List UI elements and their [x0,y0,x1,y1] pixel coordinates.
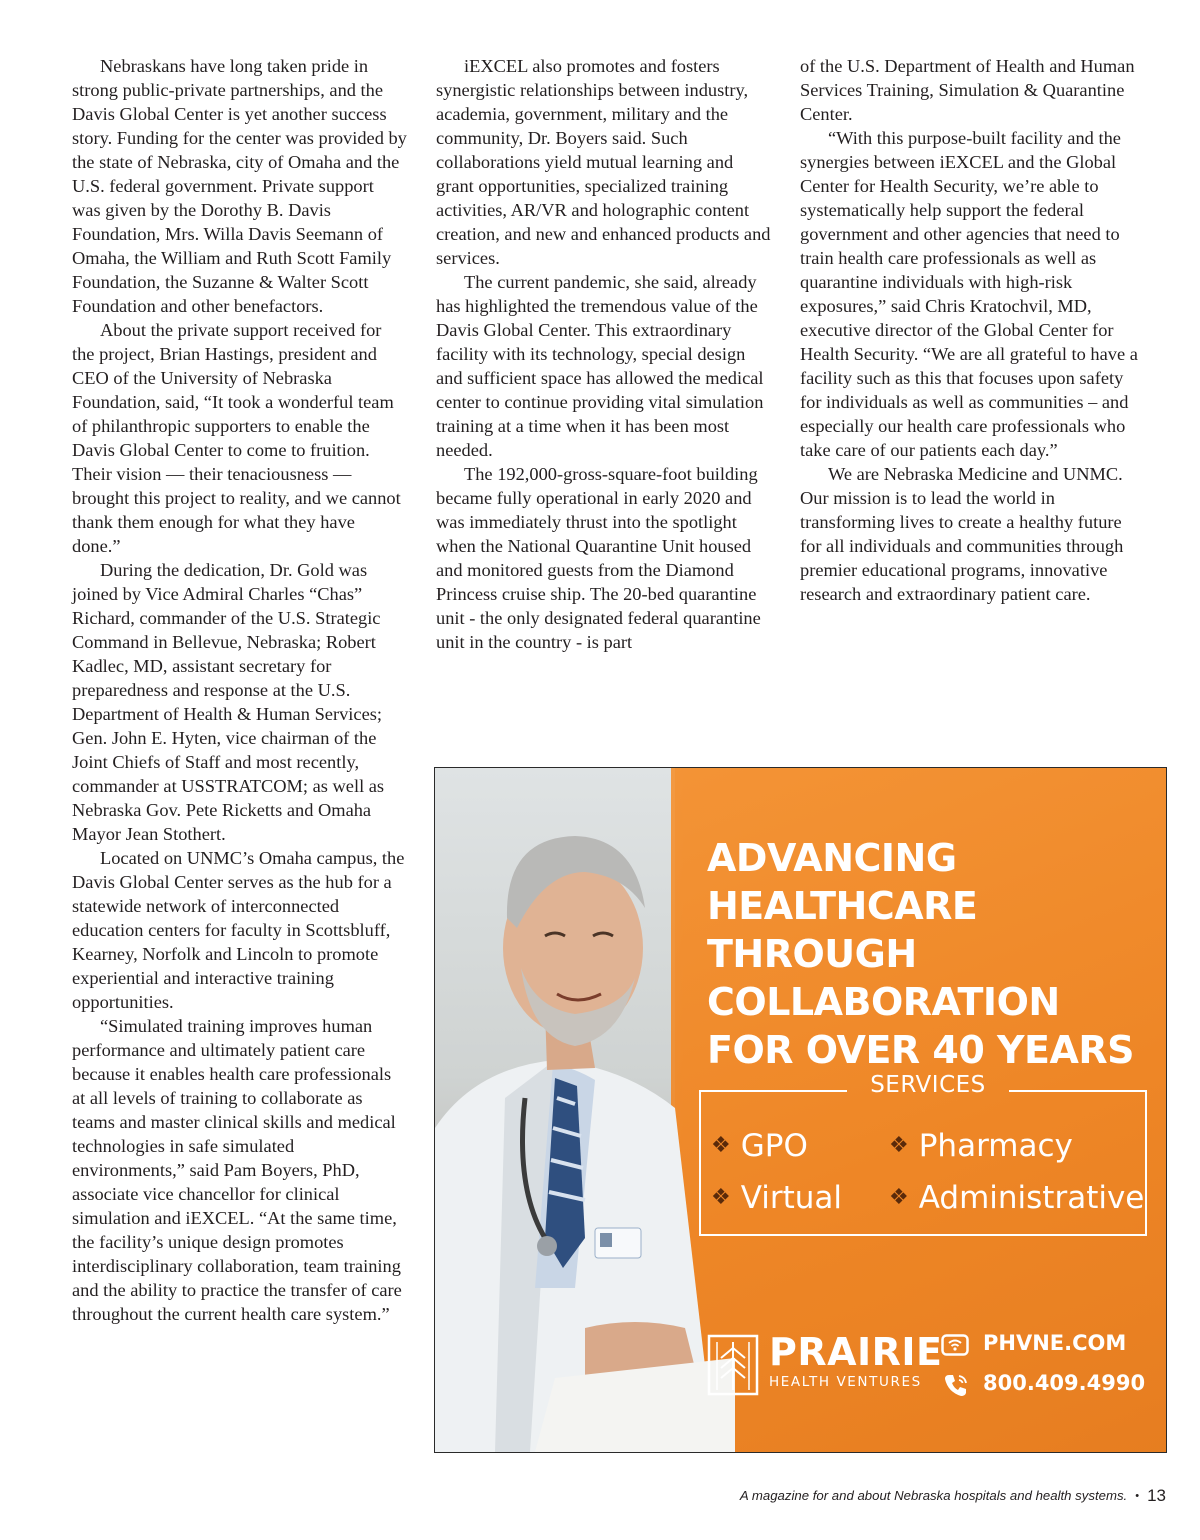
service-label: Administrative [918,1180,1145,1216]
service-label: GPO [740,1128,808,1164]
service-item [889,1180,1144,1216]
phone-number[interactable]: 800.409.4990 [983,1371,1146,1395]
article-paragraph: Nebraskans have long taken pride in strong public-private partnerships, and the Davis Global Center is yet another success story. Funding for the center was provided by the state of Nebraska, city of Omaha and the U.S. federal government. Private support was given by the Dorothy B. Davis Foundation, Mrs. Willa Davis Seemann of Omaha, the William and Ruth Scott Family Foundation, the Suzanne & Walter Scott Foundation and other benefactors. [72,56,407,316]
service-label: Pharmacy [918,1128,1073,1164]
web-icon [941,1334,969,1356]
article-paragraph: “With this purpose-built facility and the synergies between iEXCEL and the Global Center for Health Security, we’re able to systematically help support the federal government and other agencies that need to train health care professionals as well as quarantine individuals with high-risk exposures,” said Chris Kratochvil, MD, executive director of the Global Center for Health Security. “We are all grateful to have a facility such as this that focuses upon safety for individuals as well as communities – and especially our health care professionals who take care of our patients each day.” [800,128,1138,460]
article-paragraph: The 192,000-gross-square-foot building became fully operational in early 2020 and was immediately thrust into the spotlight when the National Quarantine Unit housed and monitored guests from the Diamond Princess cruise ship. The 20-bed quarantine unit - the only designated federal quarantine unit in the country - is part [436,464,761,652]
prairie-logo-icon [707,1334,759,1396]
services-box-top-rule [1009,1090,1147,1092]
brand-subtitle: HEALTH VENTURES [769,1374,922,1390]
footer-bullet: • [1135,1490,1140,1502]
diamond-bullet-icon: ❖ [889,1185,909,1210]
article-paragraph: We are Nebraska Medicine and UNMC. Our mission is to lead the world in transforming lives to create a healthy future for all individuals and communities through premier educational programs, innovative research and extraordinary patient care. [800,464,1124,604]
service-item [711,1180,842,1216]
service-item [889,1128,1073,1164]
article-column-1 [72,54,407,1326]
service-label: Virtual [740,1180,843,1216]
diamond-bullet-icon: ❖ [711,1133,731,1158]
article-paragraph: “Simulated training improves human performance and ultimately patient care because it enables health care professionals at all levels of training to collaborate as teams and master clinical skills and medical technologies in safe simulated environments,” said Pam Boyers, PhD, associate vice chancellor for clinical simulation and iEXCEL. “At the same time, the facility’s unique design promotes interdisciplinary collaboration, team training and the ability to practice the transfer of care throughout the current health care system.” [72,1016,402,1324]
services-title: SERVICES [870,1072,986,1098]
website-link[interactable]: PHVNE.COM [983,1331,1127,1355]
page-footer [560,1486,1166,1506]
article-paragraph: The current pandemic, she said, already has highlighted the tremendous value of the Davis Global Center. This extraordinary facility with its technology, special design and sufficient space has allowed the medical center to continue providing vital simulation training at a time when it has been most needed. [436,272,764,460]
article-paragraph: Located on UNMC’s Omaha campus, the Davis Global Center serves as the hub for a statewide network of interconnected education centers for faculty in Scottsbluff, Kearney, Norfolk and Lincoln to promote experiential and interactive training opportunities. [72,848,405,1012]
page-number: 13 [1147,1486,1166,1505]
footer-tagline: A magazine for and about Nebraska hospitals and health systems. [739,1488,1128,1503]
article-paragraph: About the private support received for the project, Brian Hastings, president and CEO of the University of Nebraska Foundation, said, “It took a wonderful team of philanthropic supporters to enable the Davis Global Center to come to fruition. Their vision — their tenaciousness — brought this project to reality, and we cannot thank them enough for what they have done.” [72,320,401,556]
services-box-top-rule [699,1090,847,1092]
article-column-3 [800,54,1145,606]
doctor-photo-illustration [435,768,735,1452]
phone-icon [943,1372,969,1398]
service-item [711,1128,808,1164]
ad-headline: ADVANCING HEALTHCARE THROUGH COLLABORATION FOR OVER 40 YEARS [707,836,1135,1072]
brand-name: PRAIRIE [769,1330,943,1374]
diamond-bullet-icon: ❖ [711,1185,731,1210]
article-column-2 [436,54,772,654]
prairie-health-ventures-advertisement [434,767,1167,1453]
article-paragraph: iEXCEL also promotes and fosters synergistic relationships between industry, academia, government, military and the community, Dr. Boyers said. Such collaborations yield mutual learning and grant opportunities, specialized training activities, AR/VR and holographic content creation, and new and enhanced products and services. [436,56,771,268]
diamond-bullet-icon: ❖ [889,1133,909,1158]
article-paragraph: During the dedication, Dr. Gold was joined by Vice Admiral Charles “Chas” Richard, commander of the U.S. Strategic Command in Bellevue, Nebraska; Robert Kadlec, MD, assistant secretary for preparedness and response at the U.S. Department of Health & Human Services; Gen. John E. Hyten, vice chairman of the Joint Chiefs of Staff and most recently, commander at USSTRATCOM; as well as Nebraska Gov. Pete Ricketts and Omaha Mayor Jean Stothert. [72,560,385,844]
article-paragraph: of the U.S. Department of Health and Human Services Training, Simulation & Quarantine Center. [800,56,1135,124]
